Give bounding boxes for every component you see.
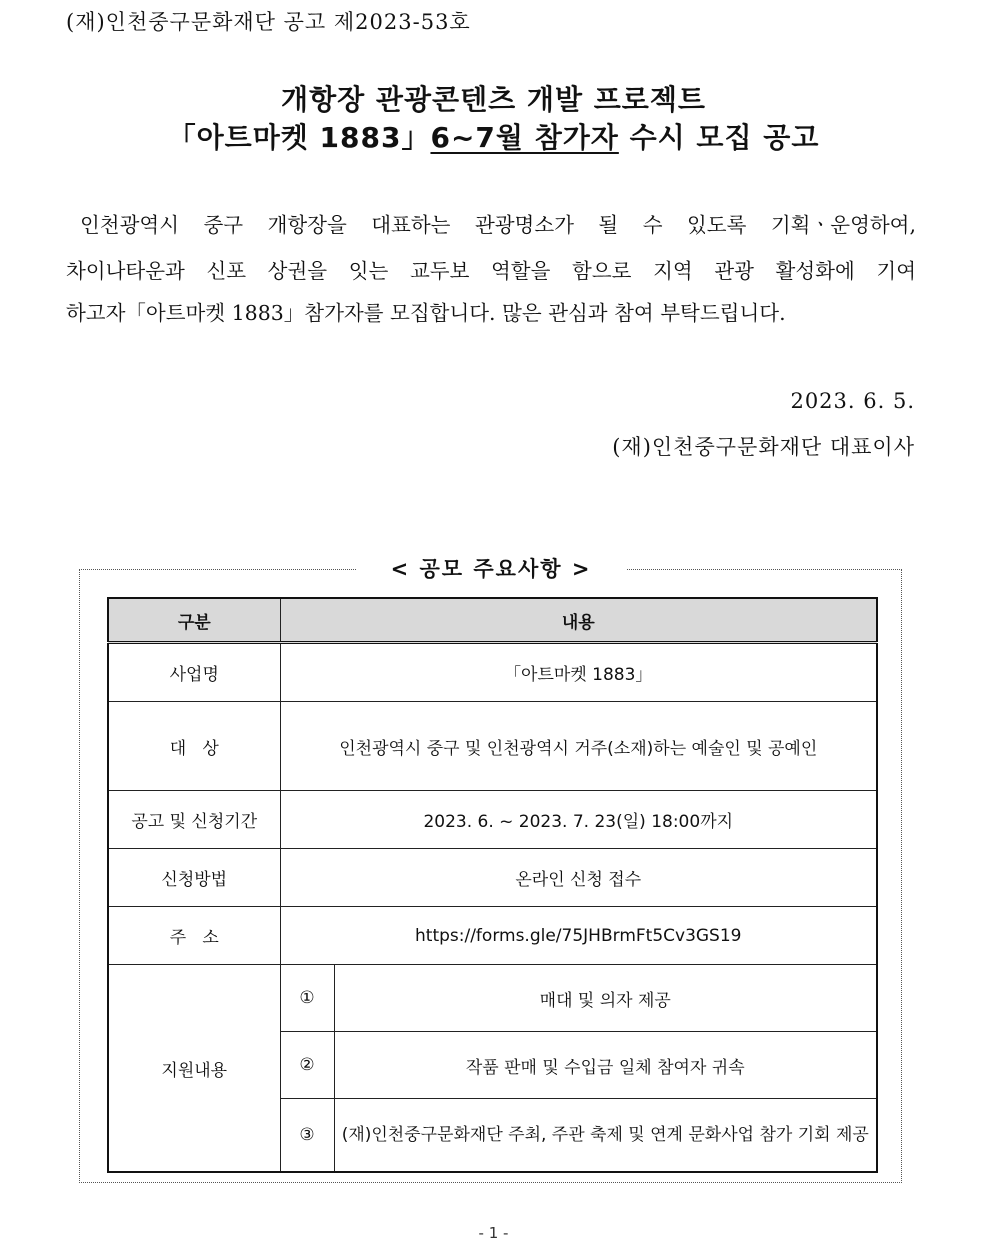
row-label: 신청방법: [108, 849, 280, 907]
row-label: 공고 및 신청기간: [108, 791, 280, 849]
support-item-text: 작품 판매 및 수입금 일체 참여자 귀속: [334, 1032, 877, 1099]
row-label: 대 상: [108, 702, 280, 791]
table-header-row: [108, 598, 877, 643]
intro-line-1: 인천광역시 중구 개항장을 대표하는 관광명소가 될 수 있도록 기획ㆍ운영하여,: [80, 213, 916, 237]
header-category: 구분: [108, 598, 280, 643]
table-row: [108, 965, 877, 1032]
summary-title: < 공모 주요사항 >: [356, 553, 626, 587]
support-item-number: ②: [280, 1032, 334, 1099]
row-label: 지원내용: [108, 965, 280, 1173]
announcement-date: 2023. 6. 5.: [790, 389, 915, 413]
issuer: (재)인천중구문화재단 대표이사: [612, 435, 915, 459]
table-row: [108, 643, 877, 702]
row-value: 2023. 6. ~ 2023. 7. 23(일) 18:00까지: [280, 791, 877, 849]
table-row: [108, 702, 877, 791]
support-item-number: ③: [280, 1099, 334, 1173]
row-label: 사업명: [108, 643, 280, 702]
table-row: [108, 907, 877, 965]
intro-line-2: 차이나타운과 신포 상권을 잇는 교두보 역할을 함으로 지역 관광 활성화에 기여: [66, 259, 916, 283]
header-content: 내용: [280, 598, 877, 643]
support-item-text: 매대 및 의자 제공: [334, 965, 877, 1032]
application-link[interactable]: https://forms.gle/75JHBrmFt5Cv3GS19: [280, 907, 877, 965]
title-event-name: 「아트마켓 1883」: [167, 121, 431, 154]
title-suffix: 수시 모집 공고: [618, 121, 820, 154]
intro-line-3: 하고자「아트마켓 1883」참가자를 모집합니다. 많은 관심과 참여 부탁드립니다.: [66, 301, 786, 325]
row-value: 온라인 신청 접수: [280, 849, 877, 907]
page-number: - 1 -: [478, 1224, 509, 1242]
support-item-number: ①: [280, 965, 334, 1032]
support-item-text: (재)인천중구문화재단 주최, 주관 축제 및 연계 문화사업 참가 기회 제공: [334, 1099, 877, 1173]
title-period: 6~7월 참가자: [430, 121, 619, 154]
row-value: 인천광역시 중구 및 인천광역시 거주(소재)하는 예술인 및 공예인: [280, 702, 877, 791]
table-row: [108, 791, 877, 849]
title-line-1: 개항장 관광콘텐츠 개발 프로젝트: [281, 83, 706, 116]
table-row: [108, 849, 877, 907]
row-value: 「아트마켓 1883」: [280, 643, 877, 702]
summary-table: [107, 597, 878, 1173]
notice-number: (재)인천중구문화재단 공고 제2023-53호: [66, 10, 471, 34]
title-line-2: [0, 116, 987, 156]
row-label: 주 소: [108, 907, 280, 965]
